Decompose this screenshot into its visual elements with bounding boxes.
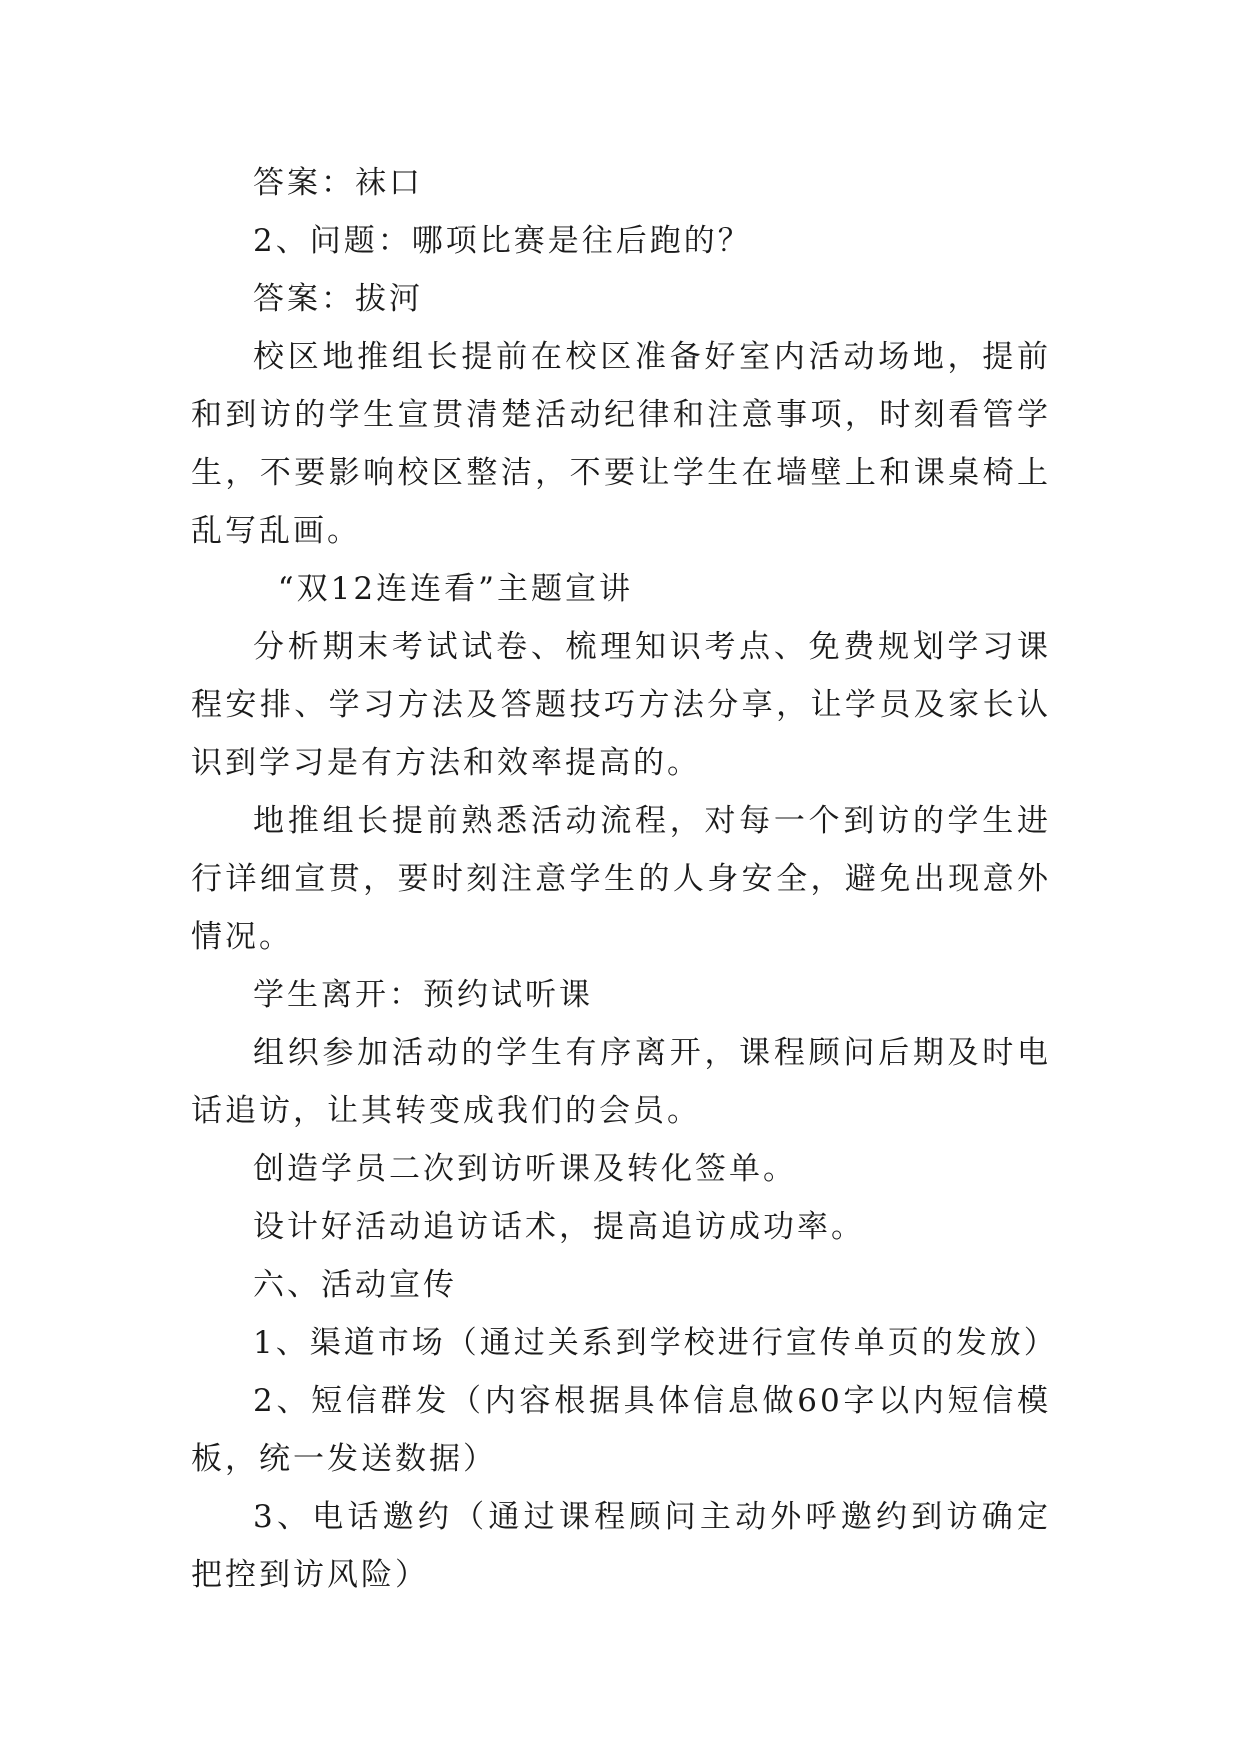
section-heading: 学生离开：预约试听课 [253,977,593,1013]
answer-line: 答案：袜口 [253,165,423,201]
list-item: 1、渠道市场（通过关系到学校进行宣传单页的发放） [253,1325,1058,1361]
body-paragraph: 分析期末考试试卷、梳理知识考点、免费规划学习课程安排、学习方法及答题技巧方法分享，让学员及家长认识到学习是有方法和效率提高的。 [191,629,1051,781]
body-paragraph: 设计好活动追访话术，提高追访成功率。 [253,1209,865,1245]
document-body [191,154,1058,1604]
body-paragraph: 创造学员二次到访听课及转化签单。 [253,1151,797,1187]
answer-line: 答案：拔河 [253,281,423,317]
list-item: 2、短信群发（内容根据具体信息做60字以内短信模板，统一发送数据） [191,1383,1051,1477]
section-heading: “双12连连看”主题宣讲 [277,571,633,607]
body-paragraph: 组织参加活动的学生有序离开，课程顾问后期及时电话追访，让其转变成我们的会员。 [191,1035,1051,1129]
question-line: 2、问题：哪项比赛是往后跑的？ [253,223,752,259]
section-heading: 六、活动宣传 [253,1267,457,1303]
list-item: 3、电话邀约（通过课程顾问主动外呼邀约到访确定把控到访风险） [191,1499,1051,1593]
body-paragraph: 地推组长提前熟悉活动流程，对每一个到访的学生进行详细宣贯，要时刻注意学生的人身安全，避免出现意外情况。 [191,803,1051,955]
body-paragraph: 校区地推组长提前在校区准备好室内活动场地，提前和到访的学生宣贯清楚活动纪律和注意事项，时刻看管学生，不要影响校区整洁，不要让学生在墙壁上和课桌椅上乱写乱画。 [191,339,1051,549]
